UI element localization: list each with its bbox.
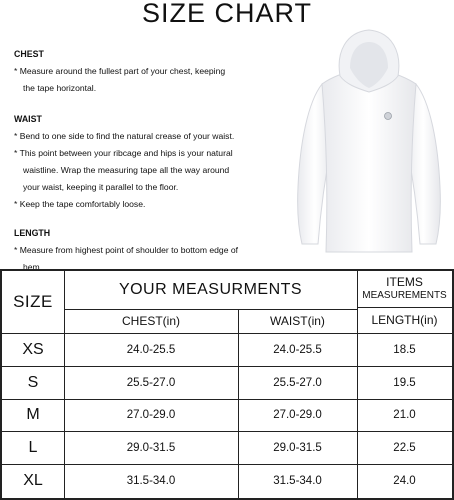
chest-instruction: the tape horizontal. <box>23 83 97 93</box>
circle-logo-icon <box>385 113 392 120</box>
chest-cell: 25.5-27.0 <box>126 376 176 389</box>
chest-cell: 24.0-25.5 <box>126 343 176 356</box>
measurements-header: YOUR MEASURMENTS <box>118 281 303 298</box>
chest-heading: CHEST <box>14 49 44 59</box>
size-cell: S <box>27 373 39 391</box>
waist-cell: 24.0-25.5 <box>273 343 322 356</box>
waist-cell: 31.5-34.0 <box>273 475 322 487</box>
size-table <box>0 269 454 500</box>
measurement-guide <box>14 46 284 276</box>
length-header: LENGTH(in) <box>371 313 438 327</box>
measurements-subheader: MEASUREMENTS <box>362 290 447 301</box>
waist-header: WAIST(in) <box>270 314 325 328</box>
size-cell: XL <box>23 472 43 489</box>
waist-heading: WAIST <box>14 114 42 124</box>
length-cell: 21.0 <box>393 409 416 421</box>
waist-cell: 25.5-27.0 <box>273 376 322 389</box>
size-cell: XS <box>22 340 44 358</box>
waist-instruction: * Bend to one side to find the natural crease of your waist. <box>14 131 235 141</box>
white-hoodie-icon <box>284 22 454 260</box>
chest-cell: 31.5-34.0 <box>126 475 176 487</box>
length-instruction: * Measure from highest point of shoulder to bottom edge of <box>14 245 239 255</box>
items-header: ITEMS <box>386 275 423 289</box>
waist-instruction: * This point between your ribcage and hips is your natural <box>14 148 233 158</box>
waist-instruction: your waist, keeping it parallel to the floor. <box>23 182 179 192</box>
length-heading: LENGTH <box>14 228 51 238</box>
length-cell: 18.5 <box>393 343 416 356</box>
page-title: SIZE CHART <box>141 0 313 28</box>
waist-instruction: waistline. Wrap the measuring tape all the way around <box>23 165 230 175</box>
waist-instruction: * Keep the tape comfortably loose. <box>14 199 146 209</box>
length-instruction: hem <box>23 262 40 272</box>
length-cell: 19.5 <box>393 376 416 389</box>
chest-cell: 29.0-31.5 <box>126 441 176 454</box>
chest-cell: 27.0-29.0 <box>126 409 176 421</box>
waist-cell: 27.0-29.0 <box>273 409 322 421</box>
size-header: SIZE <box>13 292 53 311</box>
length-cell: 24.0 <box>393 475 416 487</box>
size-cell: L <box>28 438 38 456</box>
chest-instruction: * Measure around the fullest part of your chest, keeping <box>14 66 226 76</box>
size-cell: M <box>26 406 40 423</box>
items-measurements-header <box>357 271 452 307</box>
chest-header: CHEST(in) <box>121 314 180 328</box>
length-cell: 22.5 <box>393 441 416 454</box>
waist-cell: 29.0-31.5 <box>273 441 322 454</box>
